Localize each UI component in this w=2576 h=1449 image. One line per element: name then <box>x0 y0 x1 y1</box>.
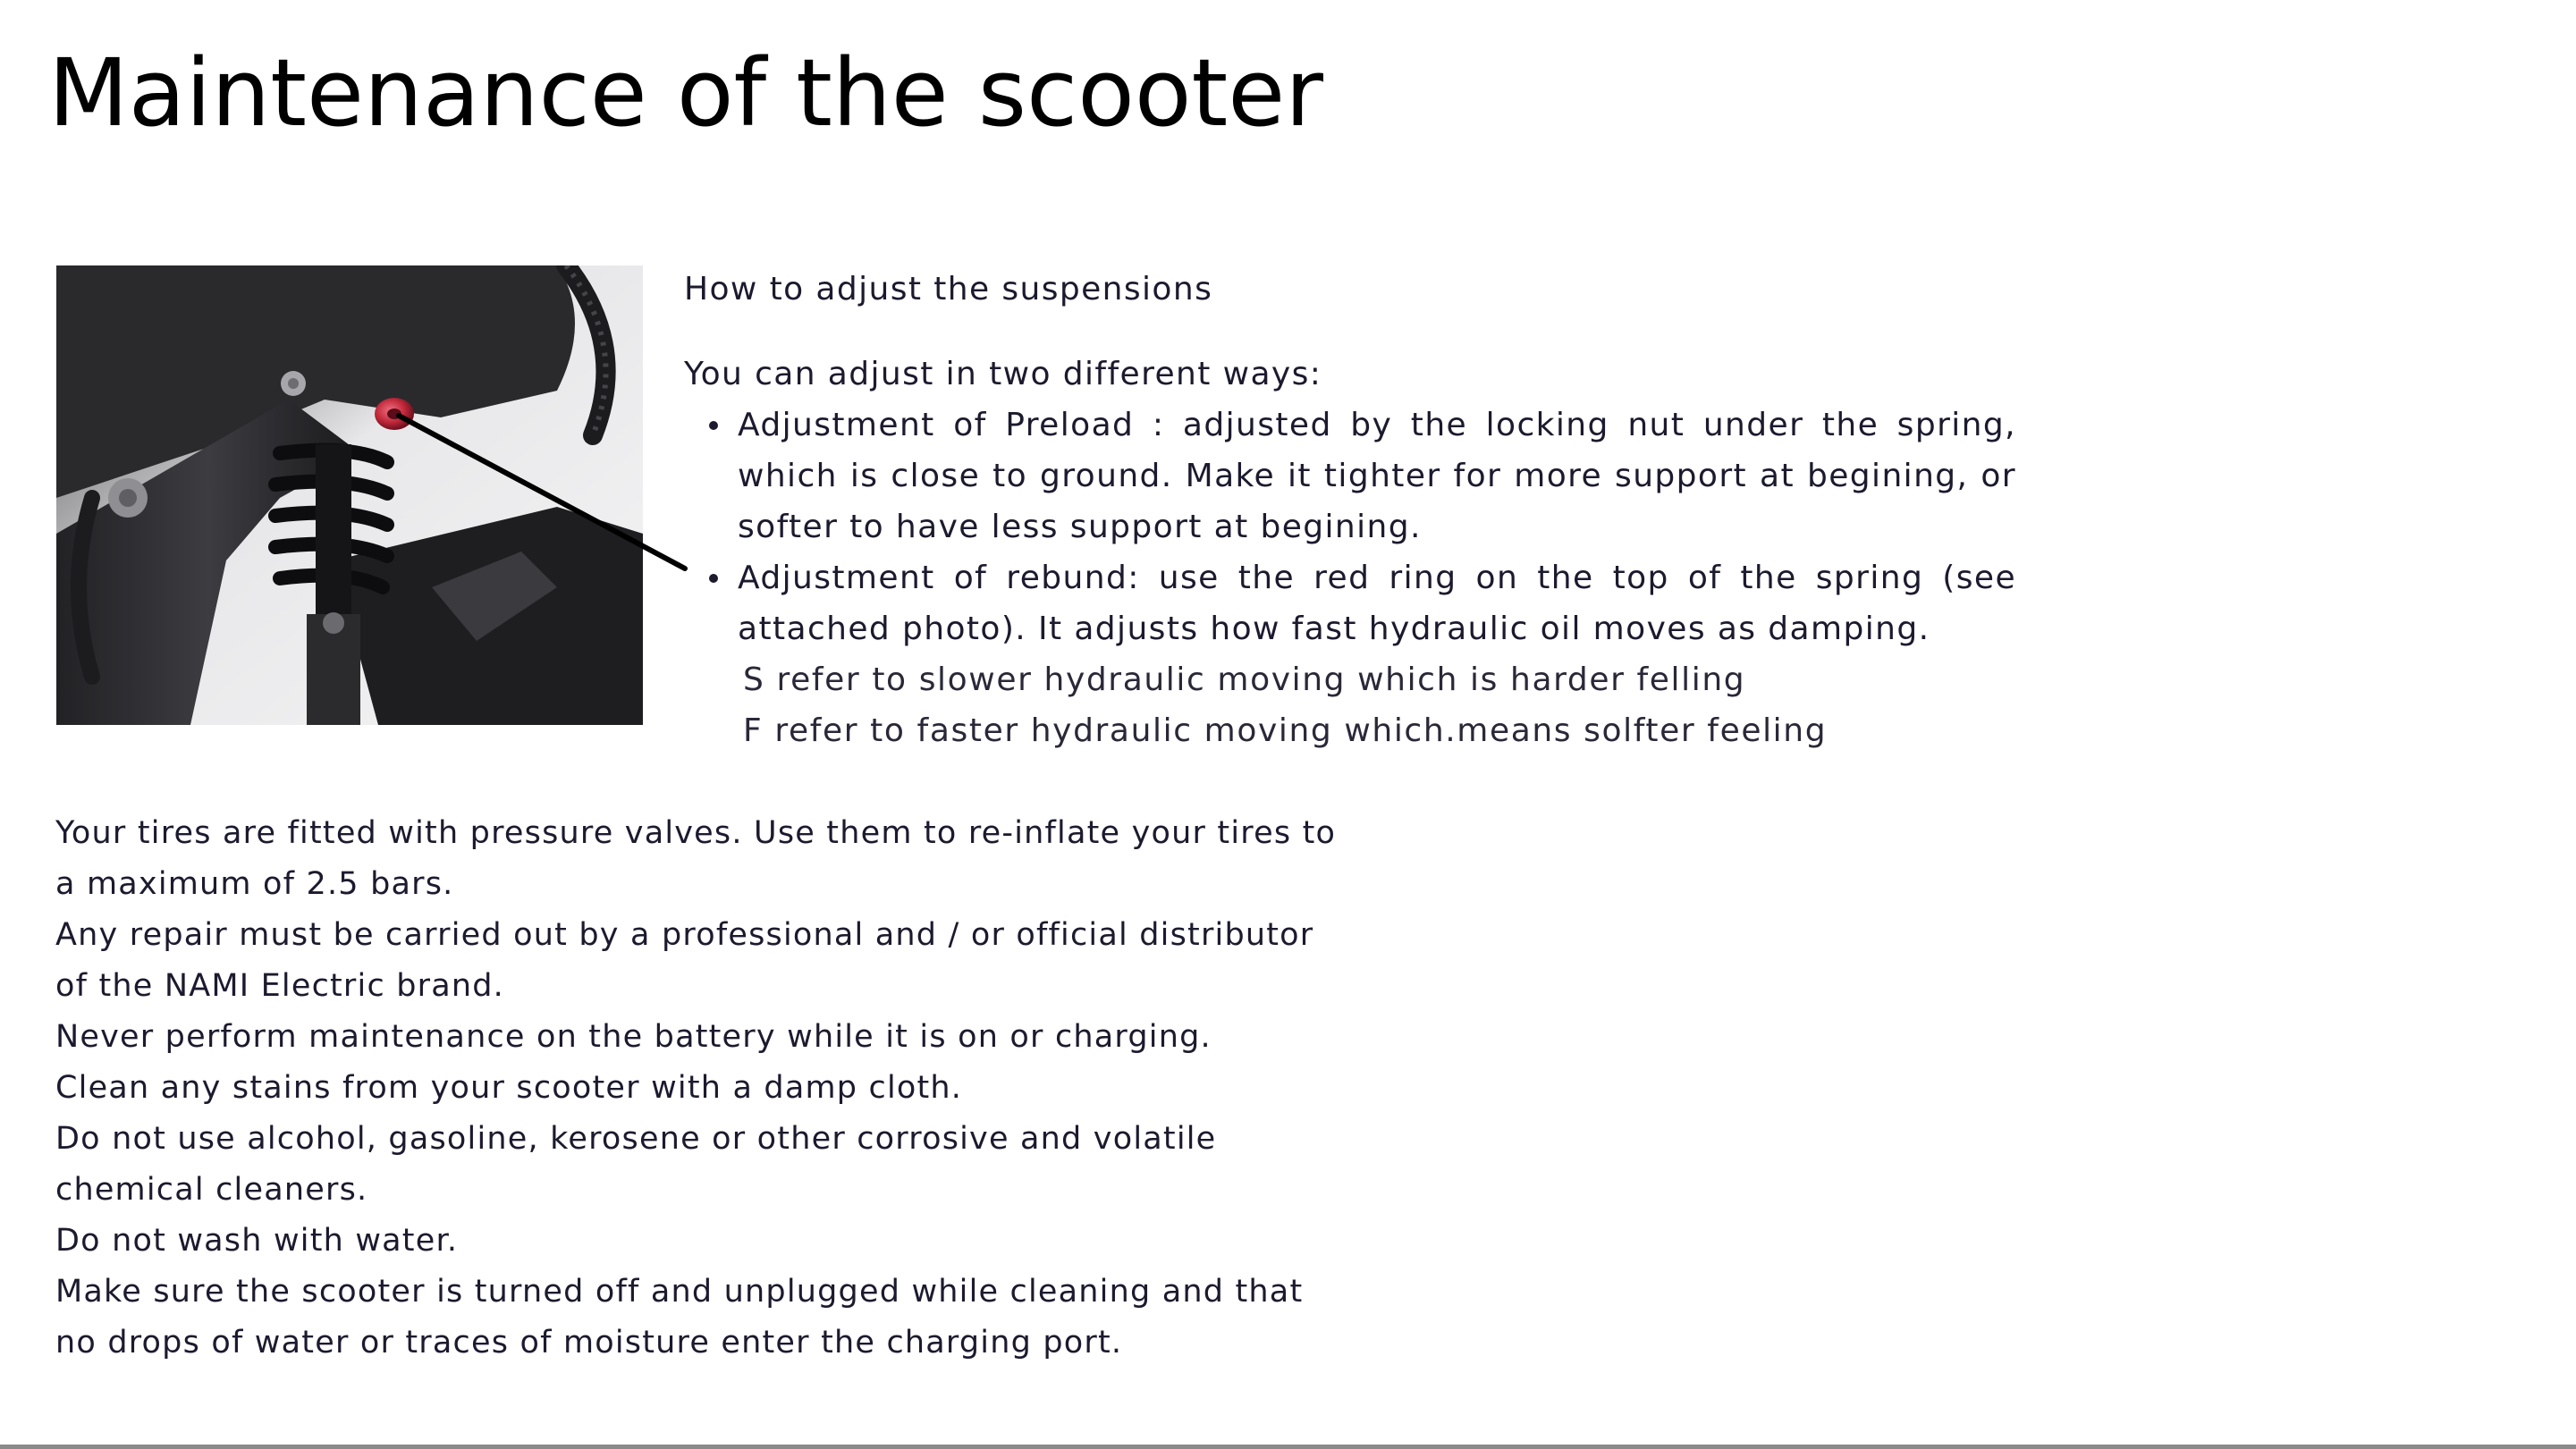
suspension-section <box>684 264 2016 756</box>
note-slow: S refer to slower hydraulic moving which is harder felling <box>743 661 1746 698</box>
bullet-preload: Adjustment of Preload : adjusted by the locking nut under the spring, which is close to ground. Make it tighter for more support at begining, or softer to have less support at begining. <box>684 400 2016 552</box>
instruction-tires: Your tires are fitted with pressure valves. Use them to re-inflate your tires to a maximum of 2.5 bars. <box>55 815 1337 902</box>
page-title: Maintenance of the scooter <box>48 38 1323 147</box>
instruction-repair: Any repair must be carried out by a professional and / or official distributor of the NAMI Electric brand. <box>55 917 1314 1004</box>
instruction-cleaners: Do not use alcohol, gasoline, kerosene or other corrosive and volatile chemical cleaners. <box>55 1121 1217 1208</box>
suspension-intro: You can adjust in two different ways: <box>684 356 1322 392</box>
instruction-battery: Never perform maintenance on the battery while it is on or charging. <box>55 1019 1212 1055</box>
suspension-bullet-list <box>684 400 2016 654</box>
instruction-stains: Clean any stains from your scooter with a damp cloth. <box>55 1070 963 1106</box>
suspension-heading: How to adjust the suspensions <box>684 271 1213 307</box>
instruction-unplugged: Make sure the scooter is turned off and unplugged while cleaning and that no drops of water or traces of moisture enter the charging port. <box>55 1274 1304 1361</box>
bottom-divider <box>0 1445 2576 1449</box>
suspension-photo <box>56 265 643 725</box>
bullet-rebound: Adjustment of rebund: use the red ring on the top of the spring (see attached photo). It adjusts how fast hydraulic oil moves as damping. <box>684 552 2016 654</box>
instruction-water: Do not wash with water. <box>55 1223 459 1259</box>
note-fast: F refer to faster hydraulic moving which.means solfter feeling <box>743 712 1828 749</box>
maintenance-instructions <box>55 808 1352 1369</box>
